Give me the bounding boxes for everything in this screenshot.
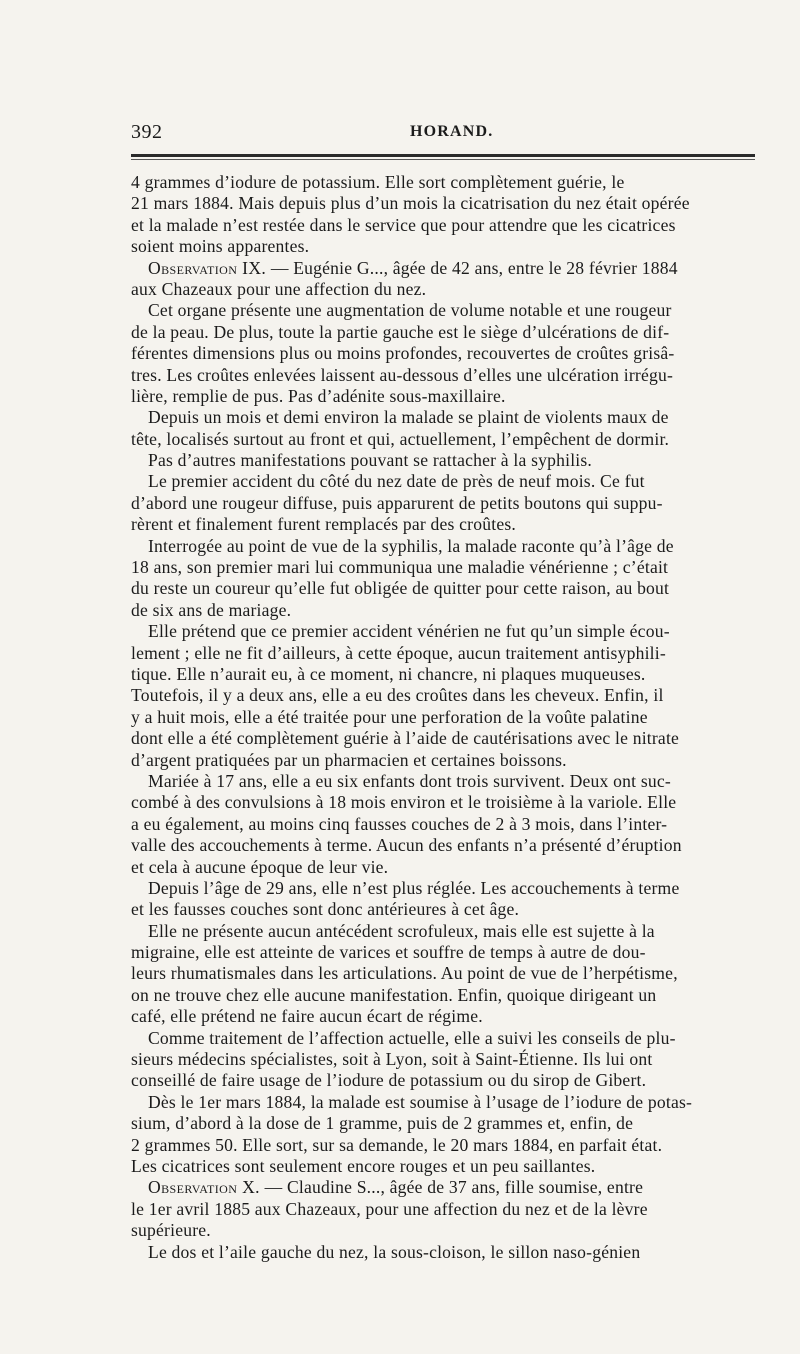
line-text: Comme traitement de l’affection actuelle, elle a suivi les conseils de plu- — [148, 1027, 676, 1048]
text-line — [131, 643, 765, 664]
observation-heading: Observation IX. — [148, 257, 267, 278]
line-text: Pas d’autres manifestations pouvant se rattacher à la syphilis. — [148, 450, 593, 471]
line-text: sium, d’abord à la dose de 1 gramme, puis de 2 grammes et, enfin, de — [131, 1113, 634, 1134]
text-line — [131, 1156, 765, 1177]
text-line — [131, 343, 765, 364]
running-head — [131, 117, 755, 143]
text-line — [131, 835, 765, 856]
line-text: rèrent et finalement furent remplacés par des croûtes. — [131, 514, 516, 535]
text-line — [131, 1070, 765, 1091]
line-text: Toutefois, il y a deux ans, elle a eu des croûtes dans les cheveux. Enfin, il — [131, 685, 664, 706]
text-line — [131, 407, 765, 428]
text-line — [131, 236, 765, 257]
text-line — [131, 386, 765, 407]
text-line — [131, 707, 765, 728]
line-text: — Eugénie G..., âgée de 42 ans, entre le 28 février 1884 — [266, 257, 678, 278]
line-text: du reste un coureur qu’elle fut obligée de quitter pour cette raison, au bout — [131, 578, 670, 599]
text-line — [131, 792, 765, 813]
text-line — [131, 985, 765, 1006]
line-text: migraine, elle est atteinte de varices et souffre de temps à autre de dou- — [131, 942, 646, 963]
line-text: et la malade n’est restée dans le service que pour attendre que les cicatrices — [131, 214, 676, 235]
header-rule — [131, 154, 755, 157]
line-text: a eu également, au moins cinq fausses couches de 2 à 3 mois, dans l’inter- — [131, 813, 668, 834]
line-text: et cela à aucune époque de leur vie. — [131, 856, 389, 877]
text-line — [131, 493, 765, 514]
text-line — [131, 1113, 765, 1134]
text-line — [131, 322, 765, 343]
line-text: 4 grammes d’iodure de potassium. Elle sort complètement guérie, le — [131, 172, 625, 192]
text-line — [131, 193, 765, 214]
text-line — [131, 600, 765, 621]
line-text: 18 ans, son premier mari lui communiqua une maladie vénérienne ; c’était — [131, 557, 669, 578]
line-text: tres. Les croûtes enlevées laissent au-dessous d’elles une ulcération irrégu- — [131, 364, 674, 385]
line-text: 21 mars 1884. Mais depuis plus d’un mois la cicatrisation du nez était opérée — [131, 193, 690, 214]
line-text: d’argent pratiquées par un pharmacien et certaines boissons. — [131, 749, 567, 770]
line-text: Elle prétend que ce premier accident vénérien ne fut qu’un simple écou- — [148, 621, 670, 642]
text-line — [131, 878, 765, 899]
line-text: Depuis l’âge de 29 ans, elle n’est plus réglée. Les accouchements à terme — [148, 877, 680, 898]
line-text: Cet organe présente une augmentation de volume notable et une rougeur — [148, 300, 672, 321]
text-line — [131, 172, 765, 193]
text-line — [131, 814, 765, 835]
text-line — [131, 899, 765, 920]
line-text: supérieure. — [131, 1220, 211, 1241]
text-line — [131, 258, 765, 279]
page-number: 392 — [131, 121, 163, 143]
header-rule-thin — [131, 159, 755, 160]
line-text: dont elle a été complètement guérie à l’aide de cautérisations avec le nitrate — [131, 728, 680, 749]
line-text: conseillé de faire usage de l’iodure de potassium ou du sirop de Gibert. — [131, 1070, 647, 1091]
text-line — [131, 557, 765, 578]
line-text: tique. Elle n’aurait eu, à ce moment, ni chancre, ni plaques muqueuses. — [131, 663, 646, 684]
text-line — [131, 750, 765, 771]
text-line — [131, 1177, 765, 1198]
text-line — [131, 728, 765, 749]
text-line — [131, 471, 765, 492]
line-text: soient moins apparentes. — [131, 236, 310, 257]
line-text: tête, localisés surtout au front et qui, actuellement, l’empêchent de dormir. — [131, 428, 670, 449]
line-text: café, elle prétend ne faire aucun écart de régime. — [131, 1006, 483, 1027]
text-line — [131, 279, 765, 300]
line-text: combé à des convulsions à 18 mois environ et le troisième à la variole. Elle — [131, 792, 677, 813]
line-text: Le premier accident du côté du nez date de près de neuf mois. Ce fut — [148, 471, 645, 492]
text-line — [131, 1006, 765, 1027]
text-line — [131, 365, 765, 386]
line-text: valle des accouchements à terme. Aucun des enfants n’a présenté d’éruption — [131, 835, 682, 856]
line-text: de six ans de mariage. — [131, 599, 292, 620]
line-text: et les fausses couches sont donc antérieures à cet âge. — [131, 899, 520, 920]
text-line — [131, 1092, 765, 1113]
text-line — [131, 300, 765, 321]
line-text: lement ; elle ne fit d’ailleurs, à cette époque, aucun traitement antisyphili- — [131, 642, 666, 663]
text-line — [131, 942, 765, 963]
line-text: — Claudine S..., âgée de 37 ans, fille soumise, entre — [259, 1177, 644, 1198]
text-line — [131, 514, 765, 535]
line-text: 2 grammes 50. Elle sort, sur sa demande, le 20 mars 1884, en parfait état. — [131, 1134, 663, 1155]
line-text: Interrogée au point de vue de la syphilis, la malade raconte qu’à l’âge de — [148, 535, 674, 556]
text-line — [131, 1049, 765, 1070]
line-text: y a huit mois, elle a été traitée pour une perforation de la voûte palatine — [131, 706, 648, 727]
text-line — [131, 921, 765, 942]
running-title: HORAND. — [410, 123, 494, 140]
line-text: leurs rhumatismales dans les articulations. Au point de vue de l’herpétisme, — [131, 963, 678, 984]
text-line — [131, 963, 765, 984]
line-text: on ne trouve chez elle aucune manifestation. Enfin, quoique dirigeant un — [131, 984, 657, 1005]
observation-heading: Observation X. — [148, 1177, 260, 1198]
line-text: Dès le 1er mars 1884, la malade est soumise à l’usage de l’iodure de potas- — [148, 1091, 693, 1112]
text-line — [131, 1028, 765, 1049]
text-line — [131, 664, 765, 685]
text-line — [131, 536, 765, 557]
line-text: Elle ne présente aucun antécédent scrofuleux, mais elle est sujette à la — [148, 920, 655, 941]
line-text: sieurs médecins spécialistes, soit à Lyon, soit à Saint-Étienne. Ils lui ont — [131, 1049, 653, 1070]
line-text: de la peau. De plus, toute la partie gauche est le siège d’ulcérations de dif- — [131, 321, 670, 342]
line-text: Mariée à 17 ans, elle a eu six enfants dont trois survivent. Deux ont suc- — [148, 770, 671, 791]
text-line — [131, 215, 765, 236]
line-text: lière, remplie de pus. Pas d’adénite sous-maxillaire. — [131, 385, 506, 406]
line-text: Depuis un mois et demi environ la malade se plaint de violents maux de — [148, 407, 669, 428]
text-line — [131, 685, 765, 706]
text-line — [131, 429, 765, 450]
line-text: férentes dimensions plus ou moins profondes, recouvertes de croûtes grisâ- — [131, 343, 675, 364]
text-line — [131, 621, 765, 642]
line-text: Les cicatrices sont seulement encore rouges et un peu saillantes. — [131, 1155, 596, 1176]
line-text: Le dos et l’aile gauche du nez, la sous-cloison, le sillon naso-génien — [148, 1241, 641, 1262]
line-text: aux Chazeaux pour une affection du nez. — [131, 278, 427, 299]
text-line — [131, 1135, 765, 1156]
text-line — [131, 578, 765, 599]
line-text: d’abord une rougeur diffuse, puis apparurent de petits boutons qui suppu- — [131, 492, 663, 513]
body-text — [131, 172, 765, 1263]
line-text: le 1er avril 1885 aux Chazeaux, pour une affection du nez et de la lèvre — [131, 1198, 648, 1219]
text-line — [131, 450, 765, 471]
text-line — [131, 1242, 765, 1263]
text-line — [131, 1199, 765, 1220]
text-line — [131, 857, 765, 878]
text-line — [131, 771, 765, 792]
text-line — [131, 1220, 765, 1241]
